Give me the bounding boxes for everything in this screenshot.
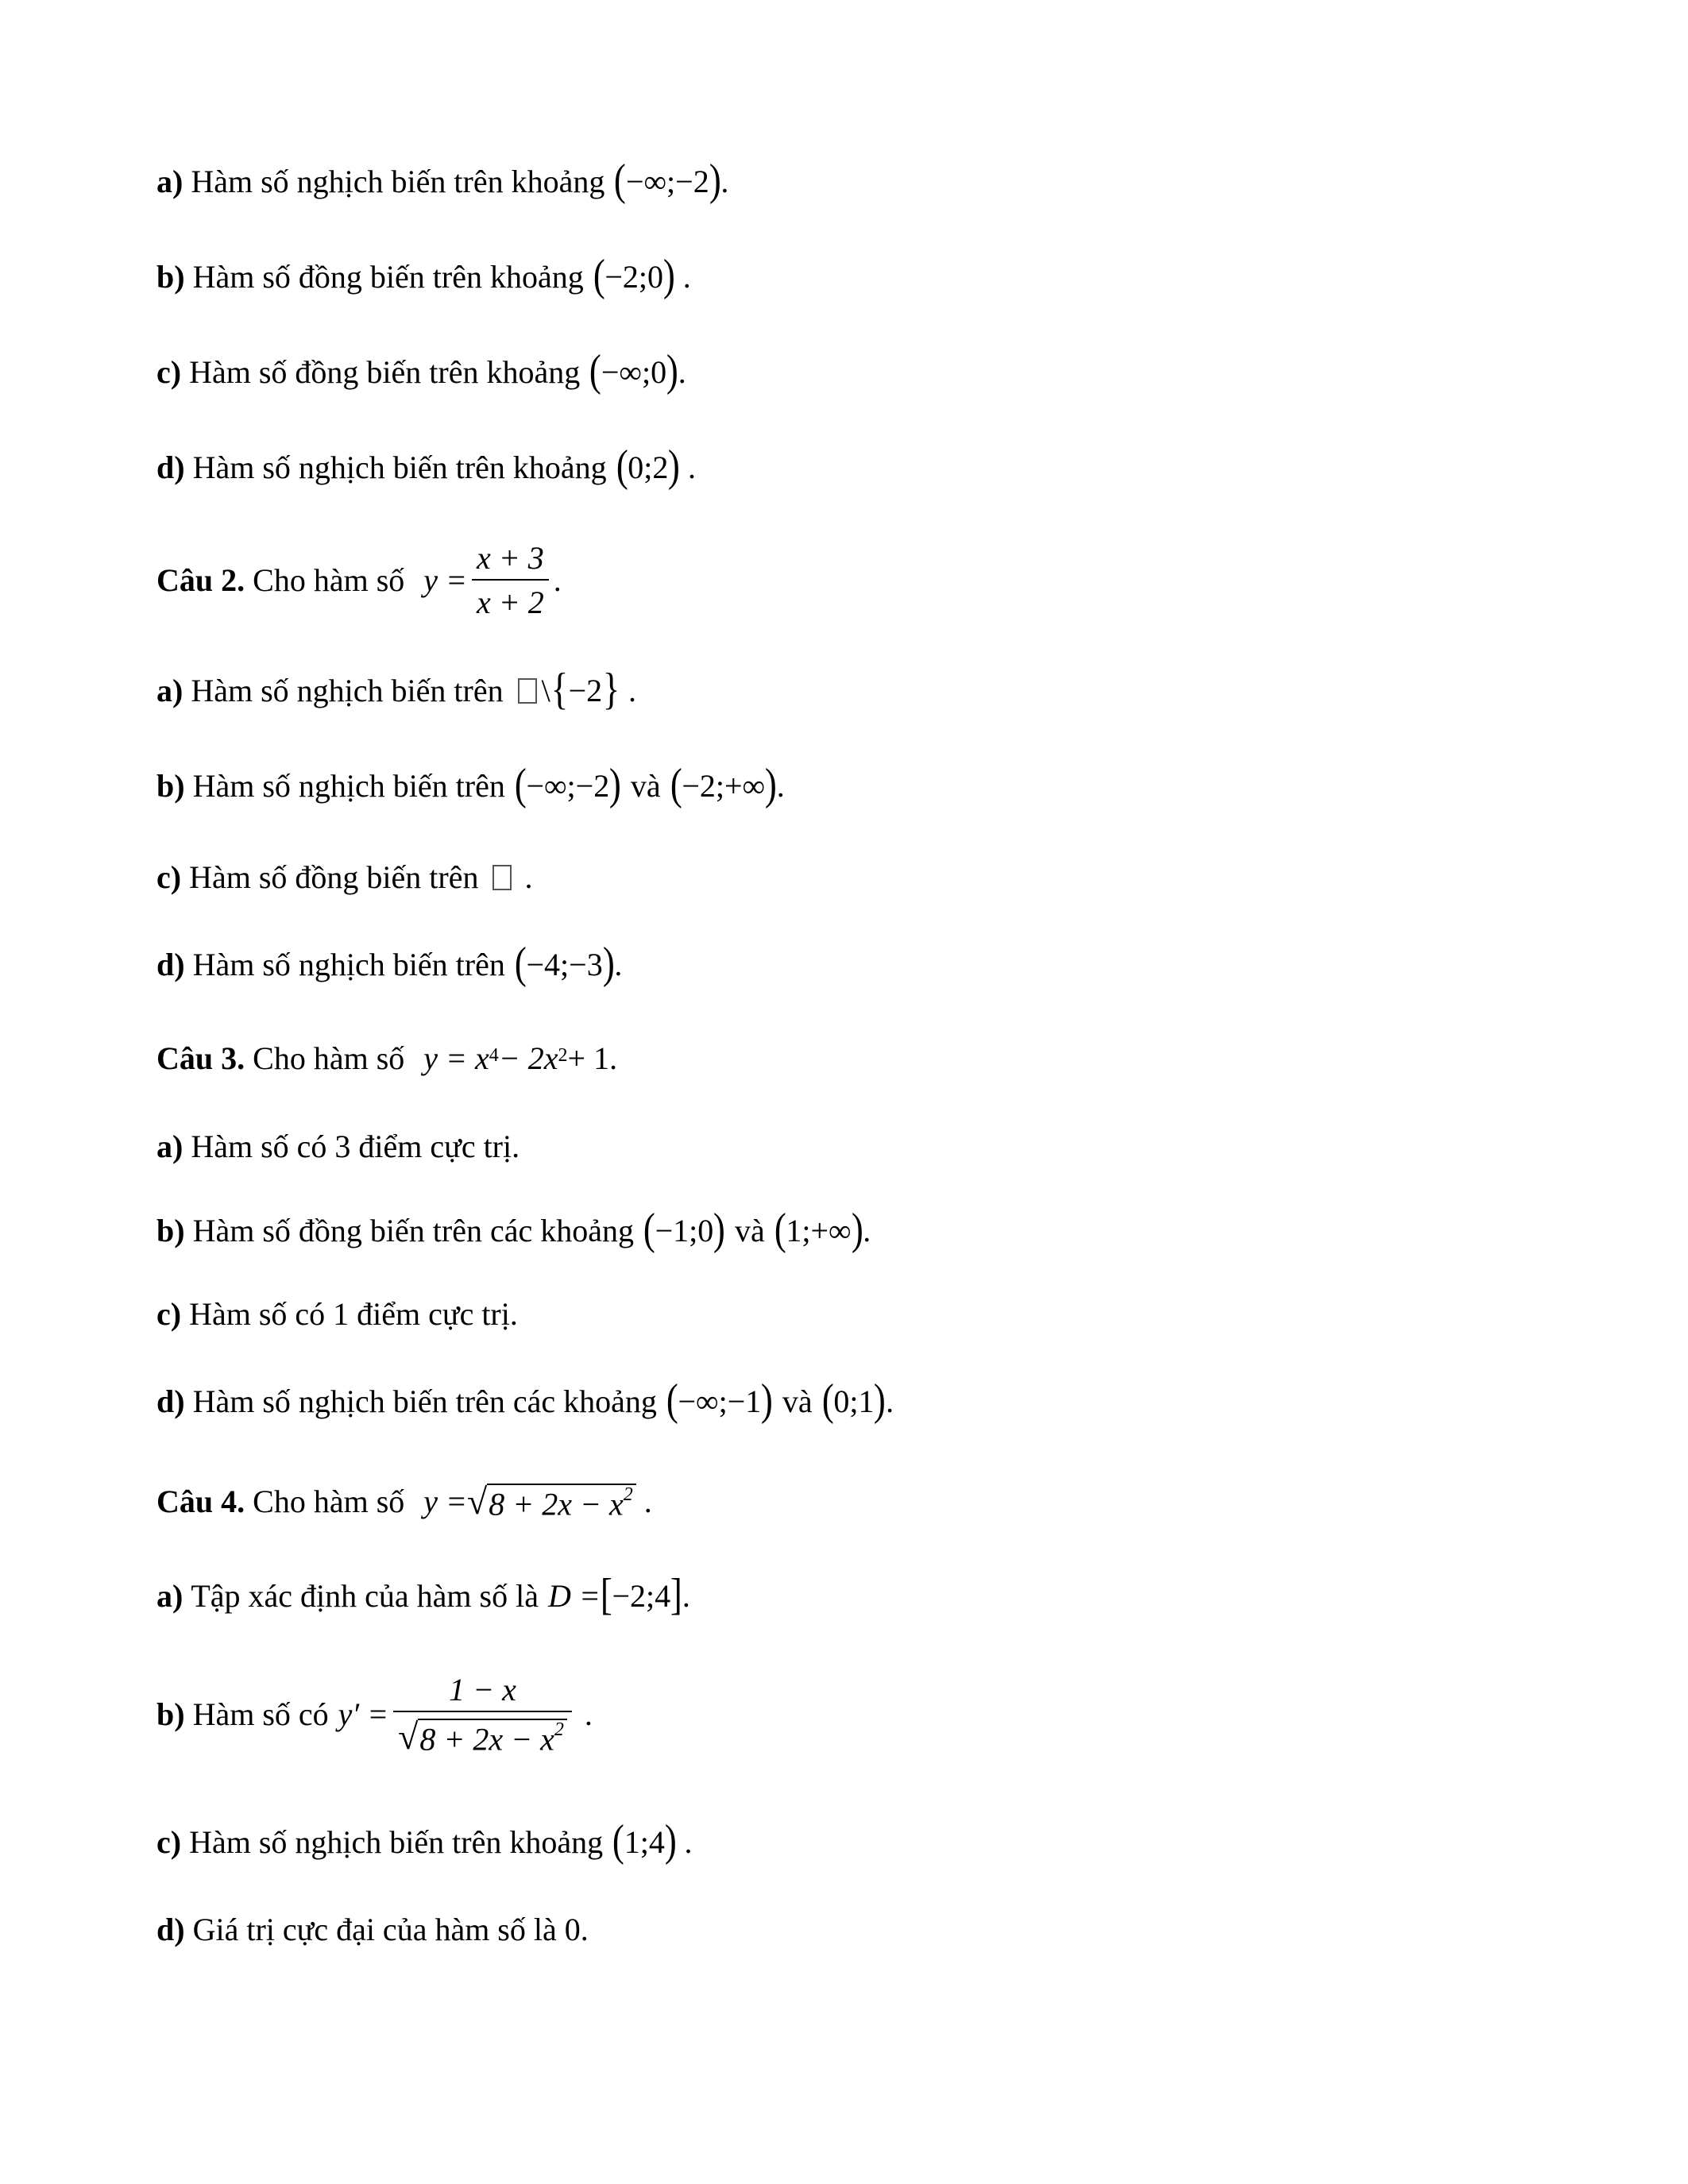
exponent: 2 — [554, 1719, 564, 1740]
question-title: Câu 4. — [156, 1484, 245, 1520]
option-text: Hàm số nghịch biến trên — [192, 768, 505, 805]
q2-option-a: a) Hàm số nghịch biến trên \ { −2 } . — [156, 665, 637, 714]
question-intro: Cho hàm số — [253, 1040, 405, 1076]
option-label: a) — [156, 673, 183, 709]
exponent: 2 — [558, 1045, 568, 1066]
radical-sign: √ — [398, 1716, 419, 1757]
option-text: Hàm số có — [192, 1696, 329, 1733]
q2-header: Câu 2. Cho hàm số y = $\frac{x + 3}{x + 2}$ . — [156, 540, 562, 620]
radicand: 8 + 2x − x — [419, 1721, 554, 1758]
function-lhs: y = — [423, 1484, 468, 1520]
option-text: Hàm số nghịch biến trên khoảng — [192, 450, 607, 486]
fraction-numerator: 1 − x — [449, 1672, 516, 1707]
question-title: Câu 2. — [156, 562, 245, 598]
q3-option-c — [156, 1298, 518, 1330]
option-label: d) — [156, 1912, 185, 1947]
set-minus: \ — [541, 673, 550, 709]
interval: 0;2 — [628, 450, 669, 486]
q3-option-a — [156, 1131, 520, 1163]
interval-1: −∞;−1 — [678, 1383, 762, 1420]
function-term: − 2x — [498, 1040, 558, 1076]
interval-2: −2;+∞ — [682, 768, 766, 805]
interval-1: −∞;−2 — [526, 768, 610, 805]
real-numbers-symbol — [518, 678, 537, 704]
option-label: d) — [156, 1383, 185, 1420]
interval: −2;0 — [605, 259, 664, 295]
q4-option-b: b) Hàm số có y′ = 1 − x √ $8 + 2x - x^2$ . — [156, 1672, 593, 1758]
option-label: c) — [156, 1296, 182, 1332]
function-lhs: y = x — [423, 1040, 489, 1076]
option-text: Hàm số đồng biến trên khoảng — [192, 259, 584, 295]
exponent: 4 — [489, 1045, 499, 1066]
q2-option-c: c) Hàm số đồng biến trên . — [156, 859, 533, 895]
conjunction: và — [782, 1383, 813, 1420]
q4-option-c: c) Hàm số nghịch biến trên khoảng ( 1;4 ) . — [156, 1816, 693, 1866]
conjunction: và — [630, 768, 661, 805]
fraction-numerator: x + 3 — [477, 540, 544, 576]
option-text: Hàm số có 1 điểm cực trị. — [189, 1296, 518, 1332]
option-label: d) — [156, 450, 185, 486]
q4-option-d — [156, 1914, 589, 1946]
function-lhs: y = — [423, 562, 468, 598]
option-label: b) — [156, 768, 185, 805]
conjunction: và — [734, 1213, 765, 1249]
option-text: Hàm số nghịch biến trên — [192, 947, 505, 983]
option-label: a) — [156, 164, 183, 200]
square-root — [467, 1481, 636, 1522]
option-text: Tập xác định của hàm số là — [191, 1578, 539, 1615]
interval-2: 1;+∞ — [786, 1213, 852, 1249]
option-label: b) — [156, 259, 185, 295]
exponent: 2 — [623, 1484, 633, 1505]
q1-option-b: b) Hàm số đồng biến trên khoảng ( −2;0 ) . — [156, 251, 691, 300]
interval: 1;4 — [624, 1824, 665, 1861]
real-numbers-symbol — [492, 865, 512, 890]
domain-lhs: D = — [547, 1578, 601, 1615]
radicand: 8 + 2x − x — [489, 1486, 624, 1522]
interval: −∞;0 — [601, 354, 667, 391]
question-title: Câu 3. — [156, 1040, 245, 1076]
q2-option-b: b) Hàm số nghịch biến trên ( −∞;−2 ) và ( −2;+∞ ) . — [156, 760, 785, 809]
option-label: a) — [156, 1129, 183, 1164]
question-intro: Cho hàm số — [253, 562, 405, 598]
q3-option-b: b) Hàm số đồng biến trên các khoảng ( −1;0 ) và ( 1;+∞ ) . — [156, 1205, 871, 1254]
excluded-set: −2 — [568, 673, 603, 709]
fraction — [393, 1672, 572, 1758]
option-text: Hàm số nghịch biến trên khoảng — [189, 1824, 604, 1861]
option-label: c) — [156, 859, 182, 895]
q4-header: Câu 4. Cho hàm số y = √ $8 + 2x - x^2$ . — [156, 1481, 652, 1522]
q1-option-c: c) Hàm số đồng biến trên khoảng ( −∞;0 ) . — [156, 346, 686, 396]
q2-option-d: d) Hàm số nghịch biến trên ( −4;−3 ) . — [156, 939, 623, 988]
interval: −4;−3 — [526, 947, 603, 983]
fraction-denominator — [393, 1711, 572, 1758]
q4-option-a: a) Tập xác định của hàm số là D = [ −2;4 ] . — [156, 1570, 690, 1619]
q3-option-d: d) Hàm số nghịch biến trên các khoảng ( −∞;−1 ) và ( 0;1 ) . — [156, 1376, 894, 1425]
option-label: b) — [156, 1213, 185, 1249]
option-text: Hàm số nghịch biến trên các khoảng — [192, 1383, 657, 1420]
q3-header — [156, 1040, 618, 1076]
derivative-lhs: y′ = — [338, 1696, 389, 1733]
option-text: Hàm số đồng biến trên các khoảng — [192, 1213, 634, 1249]
q1-option-d: d) Hàm số nghịch biến trên khoảng ( 0;2 ) . — [156, 442, 697, 491]
fraction-denominator: x + 2 — [472, 579, 549, 619]
interval: −2;4 — [612, 1578, 671, 1615]
interval: −∞;−2 — [625, 164, 709, 200]
fraction — [472, 542, 549, 619]
q1-option-a: a) Hàm số nghịch biến trên khoảng ( −∞;−2 ) . — [156, 156, 729, 205]
interval-2: 0;1 — [833, 1383, 875, 1420]
option-text: Hàm số đồng biến trên khoảng — [189, 354, 581, 391]
option-label: a) — [156, 1578, 183, 1615]
option-label: b) — [156, 1696, 185, 1733]
function-tail: + 1. — [567, 1040, 618, 1076]
question-intro: Cho hàm số — [253, 1484, 405, 1520]
square-root — [398, 1716, 567, 1758]
option-text: Hàm số nghịch biến trên — [191, 673, 504, 709]
option-label: c) — [156, 354, 182, 391]
radical-sign: √ — [467, 1481, 488, 1522]
option-label: c) — [156, 1824, 182, 1861]
option-text: Hàm số nghịch biến trên khoảng — [191, 164, 605, 200]
option-text: Giá trị cực đại của hàm số là 0. — [192, 1912, 589, 1947]
interval-1: −1;0 — [655, 1213, 714, 1249]
option-text: Hàm số có 3 điểm cực trị. — [191, 1129, 520, 1164]
option-label: d) — [156, 947, 185, 983]
option-text: Hàm số đồng biến trên — [189, 859, 479, 895]
